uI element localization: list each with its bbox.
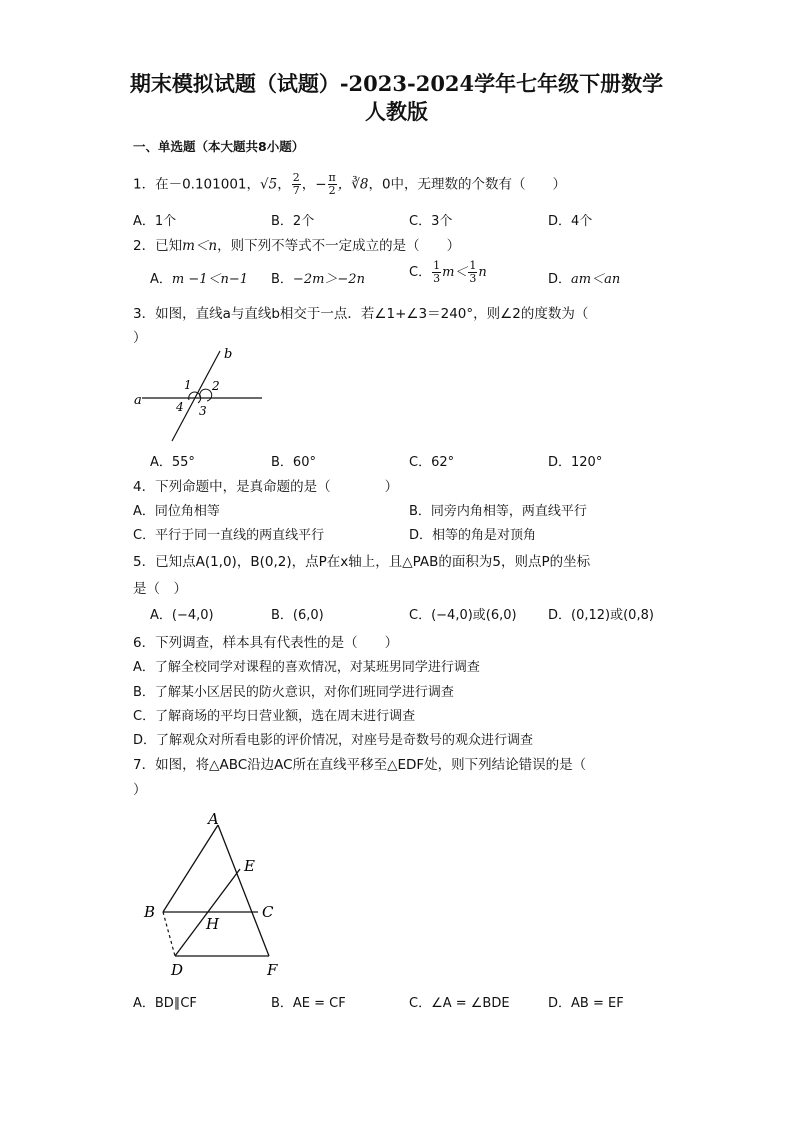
q1-cbrt8: ，∛8	[337, 176, 369, 193]
q2-option-c: C． $\frac{1}{3}$ m＜ $\frac{1}{3}$ n	[409, 259, 487, 285]
q2-prefix: 2．已知	[133, 238, 183, 254]
q7-option-b: B．AE = CF	[271, 996, 346, 1011]
q6-option-a: A．了解全校同学对课程的喜欢情况，对某班男同学进行调查	[133, 660, 480, 675]
q7-option-c: C．∠A = ∠BDE	[409, 996, 510, 1011]
label-F: F	[267, 961, 278, 979]
q6-option-c: C．了解商场的平均日营业额，选在周末进行调查	[133, 709, 416, 724]
question-2	[133, 234, 460, 254]
label-D: D	[171, 961, 184, 979]
q4-option-c: C．平行于同一直线的两直线平行	[133, 528, 325, 543]
q7-option-a: A．BD∥CF	[133, 996, 197, 1011]
q1-neg: ，−	[301, 176, 327, 193]
q7-figure	[135, 805, 295, 985]
q7-option-d: D．AB = EF	[548, 996, 624, 1011]
q2-option-a: A．m −1＜n−1	[150, 272, 249, 287]
label-C: C	[262, 903, 274, 921]
q3-figure	[128, 345, 268, 445]
page-title: 期末模拟试题（试题）-2023-2024学年七年级下册数学	[129, 71, 664, 96]
q5-option-c: C．(−4,0)或(6,0)	[409, 608, 517, 623]
q2-option-b: B．−2m＞−2n	[271, 272, 365, 287]
question-7: 7．如图，将△ABC沿边AC所在直线平移至△EDF处，则下列结论错误的是（	[133, 757, 587, 773]
angle-arc-right	[200, 389, 212, 401]
question-6: 6．下列调查，样本具有代表性的是（ ）	[133, 635, 399, 651]
question-5: 5．已知点A(1,0)，B(0,2)，点P在x轴上，且△PAB的面积为5，则点P的坐标	[133, 554, 591, 570]
section-heading: 一、单选题（本大题共8小题）	[133, 139, 305, 154]
angle-label-4: 4	[176, 400, 184, 414]
q1-prefix: 1．在－0.101001，	[133, 176, 261, 193]
q1-option-a: A．1个	[133, 214, 177, 229]
q4-option-d: D．相等的角是对顶角	[409, 528, 537, 543]
q3-option-d: D．120°	[548, 455, 603, 470]
question-5-cont: 是（ ）	[133, 581, 187, 597]
q4-option-b: B．同旁内角相等，两直线平行	[409, 504, 587, 519]
angle-label-2: 2	[212, 379, 220, 393]
q3-option-b: B．60°	[271, 455, 316, 470]
q2-suffix: ，则下列不等式不一定成立的是（ ）	[217, 238, 461, 254]
q5-option-b: B．(6,0)	[271, 608, 324, 623]
q6-option-d: D．了解观众对所看电影的评价情况，对座号是奇数号的观众进行调查	[133, 733, 534, 748]
page-subtitle: 人教版	[365, 99, 428, 124]
q6-option-b: B．了解某小区居民的防火意识，对你们班同学进行调查	[133, 685, 454, 700]
q3-option-a: A．55°	[150, 455, 195, 470]
q1-sqrt5: √5	[260, 176, 278, 193]
question-3: 3．如图，直线a与直线b相交于一点．若∠1+∠3＝240°，则∠2的度数为（	[133, 306, 589, 322]
q1-option-d: D．4个	[548, 214, 593, 229]
label-a: a	[134, 393, 142, 408]
segment-bd-dashed	[163, 912, 175, 956]
label-E: E	[244, 857, 255, 875]
q1-option-c: C．3个	[409, 214, 453, 229]
q2-condition: m＜n	[182, 238, 218, 254]
q5-option-d: D．(0,12)或(0,8)	[548, 608, 654, 623]
segment-ab	[163, 825, 218, 912]
q1-option-b: B．2个	[271, 214, 315, 229]
q3-option-c: C．62°	[409, 455, 455, 470]
question-4: 4．下列命题中，是真命题的是（ ）	[133, 479, 399, 495]
segment-af	[218, 825, 269, 956]
q1-frac-pi: $\frac{\pi}{2}$	[328, 171, 336, 197]
q1-suffix: ，0中，无理数的个数有（ ）	[368, 176, 567, 193]
q2-option-d: D．am＜an	[548, 272, 621, 287]
label-b: b	[224, 347, 233, 362]
label-H: H	[206, 915, 220, 933]
label-B: B	[144, 903, 156, 921]
angle-label-3: 3	[199, 404, 207, 418]
question-3-close: ）	[133, 330, 147, 346]
question-7-close: ）	[133, 782, 147, 798]
line-b	[172, 351, 220, 441]
q5-option-a: A．(−4,0)	[150, 608, 214, 623]
q1-frac-2-7: $\frac{2}{7}$	[292, 171, 300, 197]
q4-option-a: A．同位角相等	[133, 504, 220, 519]
question-1: 1．在－0.101001，√5， $\frac{2}{7}$ ，− $\frac{\pi}{2}$ ，∛8，0中，无理数的个数有（ ）	[133, 171, 567, 197]
label-A: A	[208, 810, 219, 828]
angle-label-1: 1	[184, 378, 192, 392]
